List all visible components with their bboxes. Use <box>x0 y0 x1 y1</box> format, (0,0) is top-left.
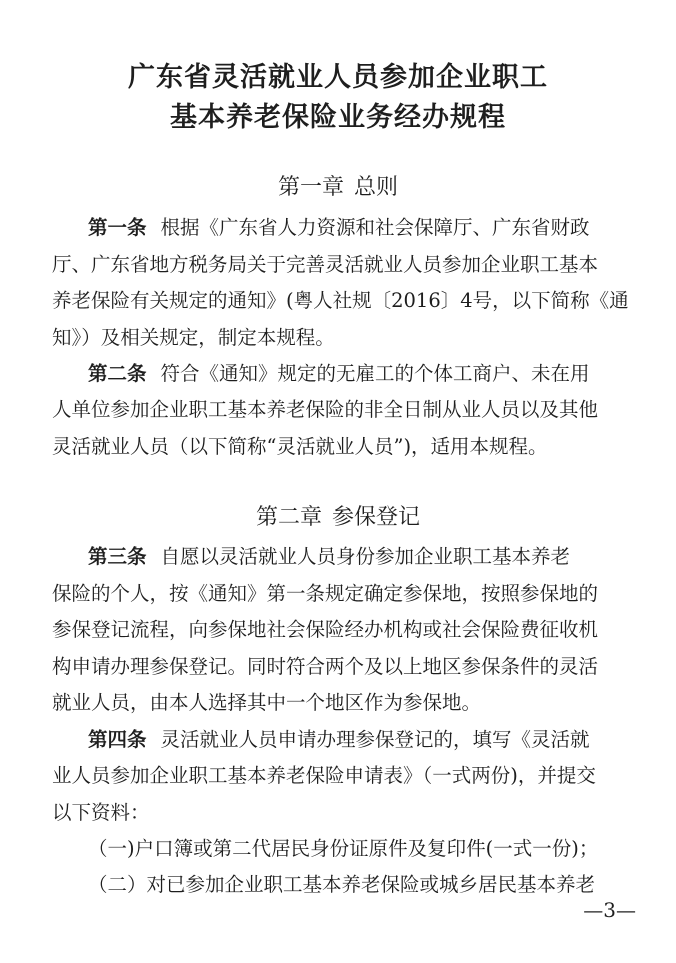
article-label: 第二条 <box>88 362 147 385</box>
article-label: 第一条 <box>88 216 147 239</box>
list-item: （一)户口簿或第二代居民身份证原件及复印件(一式一份)； <box>88 837 599 860</box>
chapter-label: 第一章 <box>277 175 344 200</box>
article-label: 第三条 <box>88 545 147 568</box>
document-title-line-1: 广东省灵活就业人员参加企业职工 <box>128 62 548 93</box>
article-3-line-1: 第三条 自愿以灵活就业人员身份参加企业职工基本养老 <box>88 545 571 568</box>
page-number: —3— <box>583 898 636 922</box>
chapter-label: 第二章 <box>255 505 322 530</box>
article-3-line-3: 参保登记流程，向参保地社会保险经办机构或社会保险费征收机 <box>52 618 599 641</box>
article-4-line-1: 第四条 灵活就业人员申请办理参保登记的，填写《灵活就 <box>88 728 590 751</box>
article-3-line-2: 保险的个人，按《通知》第一条规定确定参保地，按照参保地的 <box>52 582 599 605</box>
article-1-line-4: 知》）及相关规定，制定本规程。 <box>52 326 335 349</box>
article-4-line-3: 以下资料： <box>52 801 150 824</box>
chapter-name: 参保登记 <box>332 505 421 530</box>
article-2-line-2: 人单位参加企业职工基本养老保险的非全日制从业人员以及其他 <box>52 398 599 421</box>
chapter-heading-2 <box>0 502 676 534</box>
article-3-line-4: 构申请办理参保登记。同时符合两个及以上地区参保条件的灵活 <box>52 655 599 678</box>
document-title-line-2: 基本养老保险业务经办规程 <box>170 102 506 133</box>
list-item: （二）对已参加企业职工基本养老保险或城乡居民基本养老 <box>88 873 596 896</box>
article-label: 第四条 <box>88 728 147 751</box>
article-2-line-1: 第二条 符合《通知》规定的无雇工的个体工商户、未在用 <box>88 362 590 385</box>
article-2-line-3: 灵活就业人员（以下简称“灵活就业人员”)，适用本规程。 <box>52 435 548 458</box>
chapter-heading-1 <box>0 172 676 204</box>
article-3-line-5: 就业人员，由本人选择其中一个地区作为参保地。 <box>52 691 482 714</box>
article-1-line-1: 第一条 根据《广东省人力资源和社会保障厅、广东省财政 <box>88 216 590 239</box>
article-1-line-2: 厅、广东省地方税务局关于完善灵活就业人员参加企业职工基本 <box>52 253 599 276</box>
chapter-name: 总则 <box>354 175 399 200</box>
article-1-line-3: 养老保险有关规定的通知》(粤人社规〔2016〕4号，以下简称《通 <box>52 289 629 312</box>
article-4-line-2: 业人员参加企业职工基本养老保险申请表》（一式两份)，并提交 <box>52 764 596 787</box>
